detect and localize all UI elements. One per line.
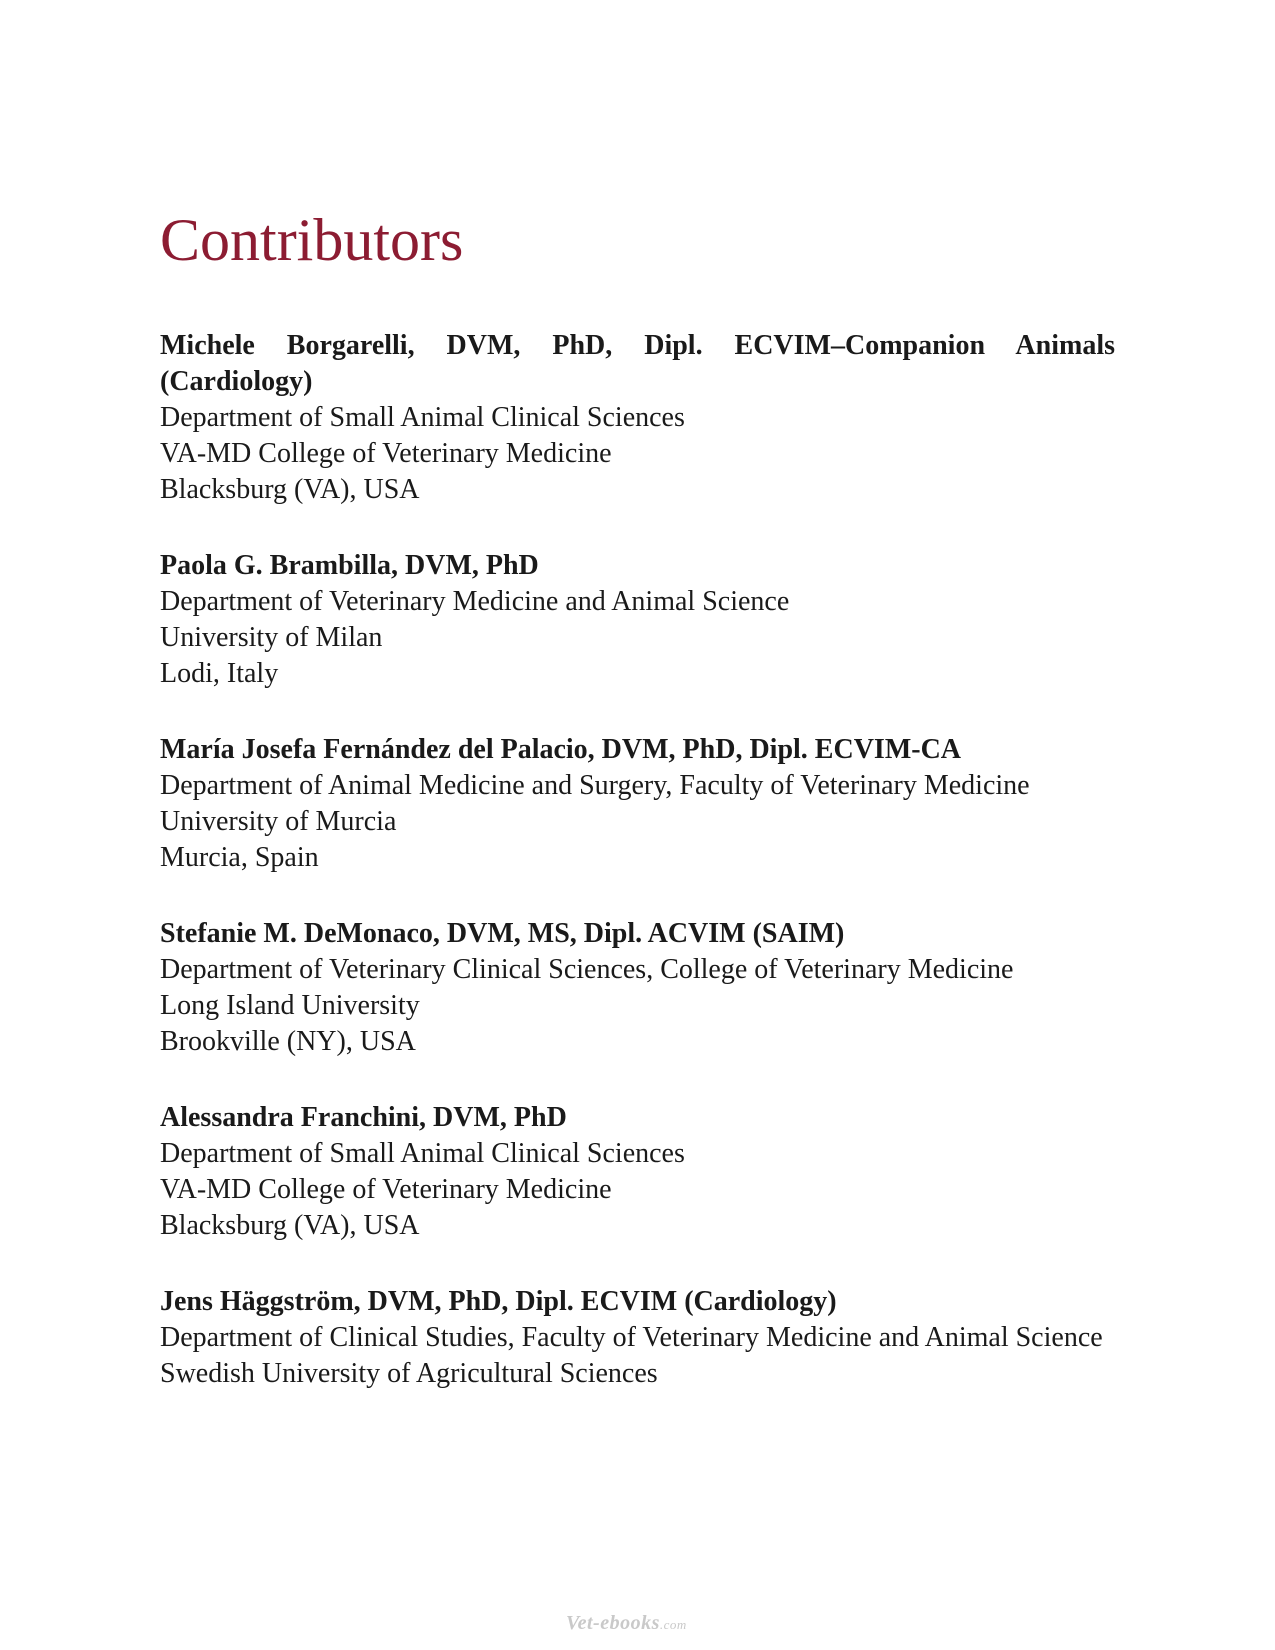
contributor-name: Paola G. Brambilla, DVM, PhD — [160, 550, 539, 581]
watermark-suffix: .com — [659, 1617, 687, 1632]
contributor-entry — [160, 732, 1115, 876]
watermark-logo — [566, 1612, 687, 1635]
contributor-entry — [160, 548, 1115, 692]
contributor-affiliation: Department of Clinical Studies, Faculty of Veterinary Medicine and Animal Science — [160, 1322, 1103, 1353]
contributor-affiliation: University of Murcia — [160, 806, 397, 837]
contributor-name: María Josefa Fernández del Palacio, DVM, PhD, Dipl. ECVIM-CA — [160, 734, 962, 765]
contributor-affiliation: Department of Small Animal Clinical Sciences — [160, 402, 685, 433]
contributor-name: Michele Borgarelli, DVM, PhD, Dipl. ECVIM–Companion Animals (Cardiology) — [160, 330, 1115, 397]
page-title: Contributors — [160, 207, 464, 273]
contributor-affiliation: VA-MD College of Veterinary Medicine — [160, 1174, 612, 1205]
contributor-entry — [160, 328, 1115, 508]
contributor-affiliation: University of Milan — [160, 622, 383, 653]
contributor-name: Stefanie M. DeMonaco, DVM, MS, Dipl. ACVIM (SAIM) — [160, 918, 845, 949]
contributor-entry — [160, 1100, 1115, 1244]
contributor-affiliation: Department of Animal Medicine and Surgery, Faculty of Veterinary Medicine — [160, 770, 1030, 801]
contributor-name: Jens Häggström, DVM, PhD, Dipl. ECVIM (Cardiology) — [160, 1286, 837, 1317]
contributor-name: Alessandra Franchini, DVM, PhD — [160, 1102, 567, 1133]
contributor-location: Brookville (NY), USA — [160, 1026, 416, 1057]
watermark-text: Vet-ebooks — [566, 1612, 660, 1634]
contributor-affiliation: Department of Small Animal Clinical Sciences — [160, 1138, 685, 1169]
contributor-affiliation: Department of Veterinary Medicine and Animal Science — [160, 586, 790, 617]
contributor-affiliation: Long Island University — [160, 990, 420, 1021]
contributor-affiliation: Swedish University of Agricultural Sciences — [160, 1358, 658, 1389]
contributor-entry — [160, 916, 1115, 1060]
contributor-entry — [160, 1284, 1115, 1392]
contributor-location: Blacksburg (VA), USA — [160, 1210, 420, 1241]
contributor-location: Lodi, Italy — [160, 658, 279, 689]
document-page — [160, 207, 1115, 1432]
contributor-affiliation: Department of Veterinary Clinical Sciences, College of Veterinary Medicine — [160, 954, 1014, 985]
contributor-affiliation: VA-MD College of Veterinary Medicine — [160, 438, 612, 469]
contributor-location: Blacksburg (VA), USA — [160, 474, 420, 505]
contributor-location: Murcia, Spain — [160, 842, 319, 873]
